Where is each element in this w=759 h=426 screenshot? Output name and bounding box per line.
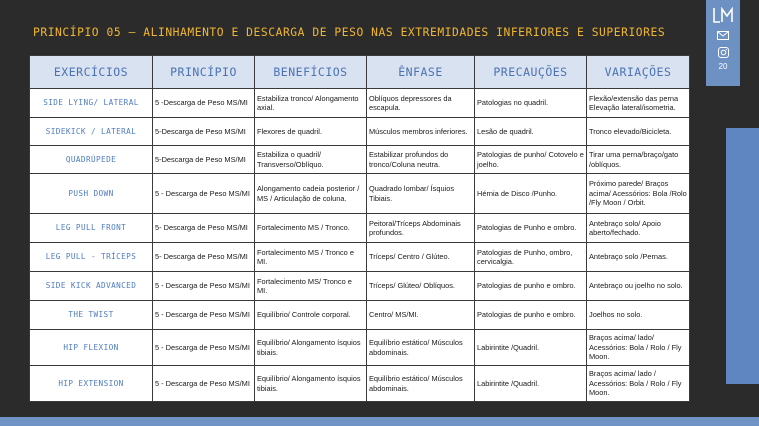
variations-cell: Joelhos no solo. xyxy=(587,301,690,330)
exercise-cell: LEG PULL FRONT xyxy=(30,214,153,243)
benefits-cell: Fortalecimento MS / Tronco e MI. xyxy=(255,243,367,272)
benefits-cell: Flexores de quadril. xyxy=(255,118,367,146)
principle-cell: 5- Descarga de Peso MS/MI xyxy=(153,214,255,243)
emphasis-cell: Tríceps/ Centro / Glúteo. xyxy=(367,243,475,272)
exercise-cell: PUSH DOWN xyxy=(30,174,153,214)
table-row xyxy=(30,118,690,146)
principle-cell: 5-Descarga de Peso MS/MI xyxy=(153,118,255,146)
variations-cell: Antebraço solo/ Apoio aberto/fechado. xyxy=(587,214,690,243)
benefits-cell: Fortalecimento MS / Tronco. xyxy=(255,214,367,243)
table-row xyxy=(30,330,690,366)
precautions-cell: Patologias de punho/ Cotovelo e joelho. xyxy=(475,146,587,174)
table-header-row xyxy=(30,56,690,89)
exercise-cell: THE TWIST xyxy=(30,301,153,330)
table-row xyxy=(30,214,690,243)
principle-cell: 5- Descarga de Peso MS/MI xyxy=(153,243,255,272)
principle-cell: 5 - Descarga de Peso MS/MI xyxy=(153,366,255,402)
exercise-cell: SIDEKICK / LATERAL xyxy=(30,118,153,146)
principle-cell: 5-Descarga de Peso MS/MI xyxy=(153,146,255,174)
principle-cell: 5 - Descarga de Peso MS/MI xyxy=(153,174,255,214)
emphasis-cell: Peitoral/Tríceps Abdominais profundos. xyxy=(367,214,475,243)
principle-cell: 5 -Descarga de Peso MS/MI xyxy=(153,89,255,118)
precautions-cell: Labirintite /Quadril. xyxy=(475,330,587,366)
benefits-cell: Estabiliza tronco/ Alongamento axial. xyxy=(255,89,367,118)
table-row xyxy=(30,272,690,301)
mail-icon[interactable] xyxy=(716,29,730,41)
variations-cell: Antebraço solo /Pernas. xyxy=(587,243,690,272)
side-badge xyxy=(706,0,740,86)
header-principio: PRINCÍPIO xyxy=(153,56,255,89)
benefits-cell: Equilíbrio/ Alongamento ísquios tibiais. xyxy=(255,330,367,366)
header-enfase: ÊNFASE xyxy=(367,56,475,89)
precautions-cell: Hérnia de Disco /Punho. xyxy=(475,174,587,214)
emphasis-cell: Tríceps/ Glúteo/ Oblíquos. xyxy=(367,272,475,301)
side-accent-bar xyxy=(726,128,759,384)
precautions-cell: Patologias de Punho, ombro, cervicalgia. xyxy=(475,243,587,272)
exercise-cell: HIP EXTENSION xyxy=(30,366,153,402)
emphasis-cell: Equilíbrio estático/ Músculos abdominais. xyxy=(367,366,475,402)
slide-title: PRINCÍPIO 05 – ALINHAMENTO E DESCARGA DE PESO NAS EXTREMIDADES INFERIORES E SUPERIORES xyxy=(33,26,666,39)
exercise-cell: SIDE KICK ADVANCED xyxy=(30,272,153,301)
lm-logo xyxy=(712,7,734,24)
variations-cell: Braços acima/ lado / Acessórios: Bola / Rolo / Fly Moon. xyxy=(587,366,690,402)
emphasis-cell: Estabilizar profundos do tronco/Coluna neutra. xyxy=(367,146,475,174)
precautions-cell: Labirintite /Quadril. xyxy=(475,366,587,402)
variations-cell: Antebraço ou joelho no solo. xyxy=(587,272,690,301)
exercise-cell: SIDE LYING/ LATERAL xyxy=(30,89,153,118)
principle-cell: 5 - Descarga de Peso MS/MI xyxy=(153,330,255,366)
variations-cell: Braços acima/ lado/ Acessórios: Bola / Rolo / Fly Moon. xyxy=(587,330,690,366)
precautions-cell: Patologias no quadril. xyxy=(475,89,587,118)
header-precaucoes: PRECAUÇÕES xyxy=(475,56,587,89)
instagram-icon[interactable] xyxy=(716,46,730,58)
variations-cell: Próximo parede/ Braços acima/ Acessórios: Bola /Rolo /Fly Moon / Orbit. xyxy=(587,174,690,214)
emphasis-cell: Oblíquos depressores da escapula. xyxy=(367,89,475,118)
table-row xyxy=(30,174,690,214)
precautions-cell: Patologias de punho e ombro. xyxy=(475,272,587,301)
exercise-table xyxy=(29,55,690,402)
table-row xyxy=(30,146,690,174)
table-row xyxy=(30,301,690,330)
benefits-cell: Fortalecimento MS/ Tronco e MI. xyxy=(255,272,367,301)
header-beneficios: BENEFÍCIOS xyxy=(255,56,367,89)
table-row xyxy=(30,243,690,272)
emphasis-cell: Músculos membros inferiores. xyxy=(367,118,475,146)
page-number: 20 xyxy=(718,62,728,71)
exercise-cell: QUADRÚPEDE xyxy=(30,146,153,174)
exercise-cell: LEG PULL - TRÍCEPS xyxy=(30,243,153,272)
variations-cell: Flexão/extensão das perna Elevação lateral/isometria. xyxy=(587,89,690,118)
benefits-cell: Equilíbrio/ Alongamento ísquios tibiais. xyxy=(255,366,367,402)
bottom-accent-bar xyxy=(0,417,759,426)
emphasis-cell: Quadrado lombar/ Ísquios Tibiais. xyxy=(367,174,475,214)
table-row xyxy=(30,366,690,402)
benefits-cell: Estabiliza o quadril/ Transverso/Oblíquo. xyxy=(255,146,367,174)
benefits-cell: Equilíbrio/ Controle corporal. xyxy=(255,301,367,330)
table-row xyxy=(30,89,690,118)
precautions-cell: Patologias de punho e ombro. xyxy=(475,301,587,330)
variations-cell: Tronco elevado/Bicicleta. xyxy=(587,118,690,146)
emphasis-cell: Centro/ MS/MI. xyxy=(367,301,475,330)
exercise-cell: HIP FLEXION xyxy=(30,330,153,366)
principle-cell: 5 - Descarga de Peso MS/MI xyxy=(153,301,255,330)
variations-cell: Tirar uma perna/braço/gato /oblíquos. xyxy=(587,146,690,174)
precautions-cell: Patologias de Punho e ombro. xyxy=(475,214,587,243)
header-exercicios: EXERCÍCIOS xyxy=(30,56,153,89)
precautions-cell: Lesão de quadril. xyxy=(475,118,587,146)
emphasis-cell: Equilíbrio estático/ Músculos abdominais. xyxy=(367,330,475,366)
benefits-cell: Alongamento cadeia posterior / MS / Articulação de coluna. xyxy=(255,174,367,214)
header-variacoes: VARIAÇÕES xyxy=(587,56,690,89)
principle-cell: 5 - Descarga de Peso MS/MI xyxy=(153,272,255,301)
